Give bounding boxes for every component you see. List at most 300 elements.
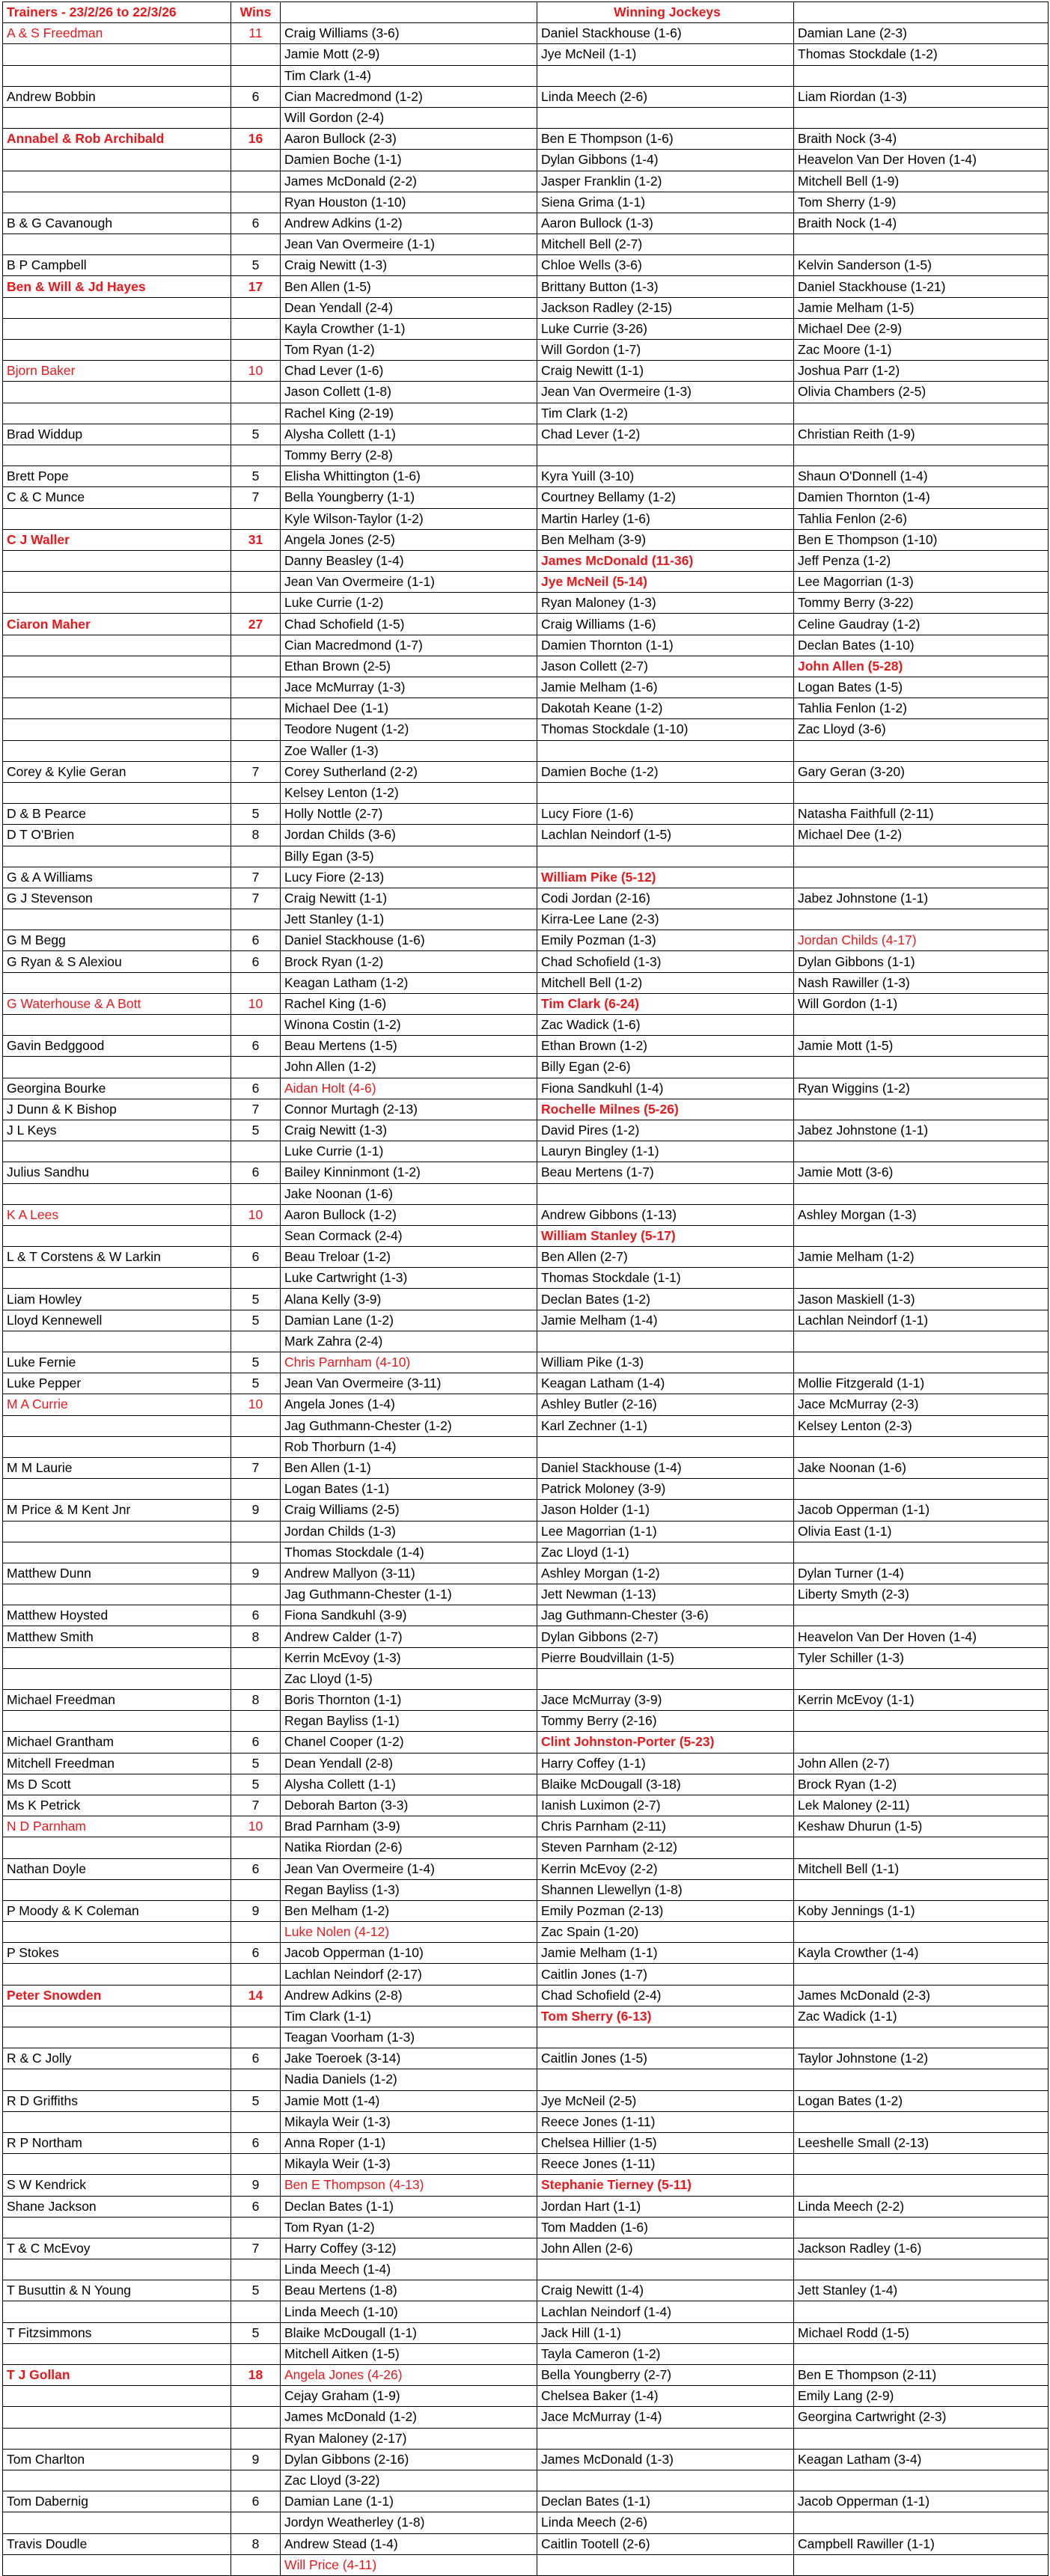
wins-cell: 7 xyxy=(231,888,281,909)
table-row xyxy=(3,1436,1049,1457)
trainer-cell: Georgina Bourke xyxy=(3,1078,231,1099)
trainer-cell: Matthew Dunn xyxy=(3,1563,231,1584)
jockey-cell: Tommy Berry (2-8) xyxy=(281,445,537,466)
jockey-cell: Mitchell Bell (1-1) xyxy=(794,1858,1049,1879)
jockeys-header-left xyxy=(281,2,537,23)
trainer-cell xyxy=(3,2217,231,2238)
table-row xyxy=(3,867,1049,888)
wins-cell: 7 xyxy=(231,487,281,508)
jockey-cell: Jag Guthmann-Chester (3-6) xyxy=(537,1605,794,1626)
jockey-cell: Tommy Berry (2-16) xyxy=(537,1711,794,1732)
jockey-cell: Chloe Wells (3-6) xyxy=(537,255,794,276)
table-row xyxy=(3,846,1049,867)
table-row xyxy=(3,466,1049,487)
jockey-cell: Regan Bayliss (1-1) xyxy=(281,1711,537,1732)
wins-cell xyxy=(231,698,281,719)
table-row xyxy=(3,2322,1049,2343)
jockey-cell: Linda Meech (1-10) xyxy=(281,2301,537,2322)
jockey-cell: Linda Meech (2-6) xyxy=(537,86,794,107)
jockey-cell: Celine Gaudray (1-2) xyxy=(794,614,1049,635)
trainer-cell xyxy=(3,1331,231,1352)
trainer-cell: G Waterhouse & A Bott xyxy=(3,993,231,1014)
jockey-cell: Emily Lang (2-9) xyxy=(794,2386,1049,2407)
jockey-cell: Dylan Gibbons (1-4) xyxy=(537,150,794,171)
jockey-cell: John Allen (1-2) xyxy=(281,1057,537,1078)
jockey-cell xyxy=(794,2154,1049,2175)
table-row xyxy=(3,1057,1049,1078)
jockey-cell: Luke Currie (1-2) xyxy=(281,593,537,614)
wins-cell xyxy=(231,719,281,740)
table-row xyxy=(3,487,1049,508)
trainer-cell xyxy=(3,150,231,171)
table-row xyxy=(3,572,1049,593)
jockey-cell: Will Gordon (2-4) xyxy=(281,107,537,128)
trainer-cell xyxy=(3,1057,231,1078)
jockey-cell: Chad Lever (1-2) xyxy=(537,424,794,445)
trainer-cell xyxy=(3,677,231,698)
table-row xyxy=(3,2343,1049,2364)
jockey-cell: Pierre Boudvillain (1-5) xyxy=(537,1647,794,1668)
jockey-cell xyxy=(794,1879,1049,1900)
table-row xyxy=(3,1479,1049,1500)
jockey-cell: Kayla Crowther (1-4) xyxy=(794,1943,1049,1964)
table-row xyxy=(3,1120,1049,1141)
table-row xyxy=(3,1837,1049,1858)
wins-cell xyxy=(231,572,281,593)
jockey-cell: Angela Jones (2-5) xyxy=(281,529,537,550)
jockey-cell xyxy=(794,2259,1049,2280)
table-row xyxy=(3,1394,1049,1415)
jockey-cell xyxy=(794,2512,1049,2533)
jockey-cell: Boris Thornton (1-1) xyxy=(281,1690,537,1711)
trainer-cell xyxy=(3,382,231,403)
jockey-cell: Thomas Stockdale (1-10) xyxy=(537,719,794,740)
table-row xyxy=(3,2512,1049,2533)
trainer-cell xyxy=(3,65,231,86)
table-row xyxy=(3,1900,1049,1921)
wins-cell xyxy=(231,2301,281,2322)
jockey-cell: Cejay Graham (1-9) xyxy=(281,2386,537,2407)
trainer-cell: J Dunn & K Bishop xyxy=(3,1099,231,1120)
wins-cell: 6 xyxy=(231,930,281,951)
trainer-cell: C & C Munce xyxy=(3,487,231,508)
jockey-cell: Blaike McDougall (3-18) xyxy=(537,1774,794,1795)
jockey-cell: Alysha Collett (1-1) xyxy=(281,1774,537,1795)
trainer-cell xyxy=(3,2386,231,2407)
jockey-cell: Jett Newman (1-13) xyxy=(537,1584,794,1605)
jockey-cell: Jace McMurray (2-3) xyxy=(794,1394,1049,1415)
table-row xyxy=(3,2554,1049,2575)
jockey-cell xyxy=(794,1141,1049,1162)
jockey-cell: Dylan Gibbons (2-16) xyxy=(281,2449,537,2470)
table-row xyxy=(3,804,1049,825)
table-row xyxy=(3,171,1049,192)
wins-cell: 8 xyxy=(231,2533,281,2554)
jockey-cell: Lek Maloney (2-11) xyxy=(794,1795,1049,1816)
table-row xyxy=(3,2280,1049,2301)
wins-cell xyxy=(231,1879,281,1900)
jockey-cell: Keagan Latham (1-4) xyxy=(537,1373,794,1394)
wins-cell xyxy=(231,846,281,867)
jockey-cell: Kelvin Sanderson (1-5) xyxy=(794,255,1049,276)
wins-cell: 31 xyxy=(231,529,281,550)
wins-cell xyxy=(231,2069,281,2090)
jockey-cell xyxy=(794,234,1049,255)
table-row xyxy=(3,1922,1049,1943)
trainer-cell xyxy=(3,1711,231,1732)
jockey-cell: Ianish Luximon (2-7) xyxy=(537,1795,794,1816)
jockey-cell xyxy=(794,2217,1049,2238)
wins-cell xyxy=(231,2512,281,2533)
trainer-cell xyxy=(3,1584,231,1605)
jockey-cell: Reece Jones (1-11) xyxy=(537,2154,794,2175)
trainer-cell: Ciaron Maher xyxy=(3,614,231,635)
jockey-cell: Jasper Franklin (1-2) xyxy=(537,171,794,192)
trainer-cell: Corey & Kylie Geran xyxy=(3,761,231,782)
trainer-cell xyxy=(3,2154,231,2175)
wins-cell xyxy=(231,1141,281,1162)
jockey-cell: Codi Jordan (2-16) xyxy=(537,888,794,909)
jockey-cell: Aaron Bullock (1-3) xyxy=(537,213,794,234)
trainer-cell xyxy=(3,1647,231,1668)
trainer-cell xyxy=(3,234,231,255)
wins-cell xyxy=(231,2259,281,2280)
wins-cell xyxy=(231,403,281,424)
jockey-cell: Jake Toeroek (3-14) xyxy=(281,2048,537,2069)
jockey-cell: Rob Thorburn (1-4) xyxy=(281,1436,537,1457)
trainer-cell xyxy=(3,192,231,213)
jockey-cell: Ben Allen (2-7) xyxy=(537,1247,794,1268)
jockey-cell: Ben E Thompson (2-11) xyxy=(794,2365,1049,2386)
trainer-cell xyxy=(3,972,231,993)
trainer-cell xyxy=(3,2512,231,2533)
jockey-cell: Heavelon Van Der Hoven (1-4) xyxy=(794,1626,1049,1647)
wins-cell: 6 xyxy=(231,1078,281,1099)
wins-cell: 18 xyxy=(231,2365,281,2386)
jockey-cell: Natika Riordan (2-6) xyxy=(281,1837,537,1858)
jockey-cell: Lauryn Bingley (1-1) xyxy=(537,1141,794,1162)
trainer-cell xyxy=(3,107,231,128)
trainer-cell xyxy=(3,2470,231,2491)
trainer-cell xyxy=(3,846,231,867)
jockey-cell: Damien Thornton (1-1) xyxy=(537,635,794,656)
trainer-cell: T & C McEvoy xyxy=(3,2238,231,2259)
jockey-cell: Mikayla Weir (1-3) xyxy=(281,2154,537,2175)
wins-cell: 5 xyxy=(231,1753,281,1774)
table-row xyxy=(3,1415,1049,1436)
wins-cell: 6 xyxy=(231,213,281,234)
table-row xyxy=(3,2407,1049,2428)
jockey-cell: Gary Geran (3-20) xyxy=(794,761,1049,782)
jockey-cell: Taylor Johnstone (1-2) xyxy=(794,2048,1049,2069)
jockey-cell xyxy=(794,1964,1049,1985)
jockey-cell: Thomas Stockdale (1-1) xyxy=(537,1268,794,1289)
wins-cell: 6 xyxy=(231,1943,281,1964)
jockey-cell: Craig Williams (1-6) xyxy=(537,614,794,635)
jockey-cell: Ryan Houston (1-10) xyxy=(281,192,537,213)
table-row xyxy=(3,445,1049,466)
wins-cell xyxy=(231,171,281,192)
trainers-header: Trainers - 23/2/26 to 22/3/26 xyxy=(3,2,231,23)
trainer-cell: Ms K Petrick xyxy=(3,1795,231,1816)
jockey-cell: Jean Van Overmeire (3-11) xyxy=(281,1373,537,1394)
table-row xyxy=(3,2069,1049,2090)
jockey-cell: Will Gordon (1-7) xyxy=(537,340,794,361)
trainer-cell xyxy=(3,656,231,677)
jockey-cell: Ben Allen (1-1) xyxy=(281,1457,537,1478)
table-row xyxy=(3,1268,1049,1289)
trainer-cell xyxy=(3,508,231,529)
table-row xyxy=(3,1584,1049,1605)
table-row xyxy=(3,1732,1049,1753)
wins-cell: 5 xyxy=(231,255,281,276)
jockey-cell: Ben E Thompson (1-6) xyxy=(537,129,794,150)
jockey-cell: Dylan Gibbons (1-1) xyxy=(794,951,1049,972)
table-row xyxy=(3,2386,1049,2407)
wins-cell xyxy=(231,2407,281,2428)
jockey-cell: Brock Ryan (1-2) xyxy=(794,1774,1049,1795)
wins-cell: 9 xyxy=(231,1500,281,1521)
jockey-cell: Alana Kelly (3-9) xyxy=(281,1289,537,1310)
table-row xyxy=(3,1858,1049,1879)
wins-cell xyxy=(231,2554,281,2575)
wins-cell xyxy=(231,677,281,698)
jockey-cell: Olivia Chambers (2-5) xyxy=(794,382,1049,403)
jockey-cell: Tom Ryan (1-2) xyxy=(281,340,537,361)
jockey-cell xyxy=(537,1331,794,1352)
wins-cell xyxy=(231,192,281,213)
table-row xyxy=(3,1879,1049,1900)
trainer-cell: T Fitzsimmons xyxy=(3,2322,231,2343)
winning-jockeys-header: Winning Jockeys xyxy=(537,2,794,23)
trainer-cell xyxy=(3,403,231,424)
jockey-cell xyxy=(537,1668,794,1689)
trainer-cell: L & T Corstens & W Larkin xyxy=(3,1247,231,1268)
jockey-cell: Jack Hill (1-1) xyxy=(537,2322,794,2343)
trainer-cell xyxy=(3,2301,231,2322)
table-row xyxy=(3,1141,1049,1162)
jockey-cell: Tim Clark (1-2) xyxy=(537,403,794,424)
jockey-cell: Stephanie Tierney (5-11) xyxy=(537,2175,794,2196)
jockey-cell: Jamie Mott (1-5) xyxy=(794,1036,1049,1057)
jockey-cell: Jett Stanley (1-1) xyxy=(281,909,537,930)
table-row xyxy=(3,1289,1049,1310)
table-row xyxy=(3,677,1049,698)
jockey-cell: Winona Costin (1-2) xyxy=(281,1015,537,1036)
jockey-cell xyxy=(794,1837,1049,1858)
table-row xyxy=(3,909,1049,930)
jockey-cell: Jordan Childs (3-6) xyxy=(281,825,537,846)
table-row xyxy=(3,1668,1049,1689)
jockey-cell: Blaike McDougall (1-1) xyxy=(281,2322,537,2343)
jockey-cell: Jacob Opperman (1-10) xyxy=(281,1943,537,1964)
jockey-cell: Lee Magorrian (1-1) xyxy=(537,1521,794,1542)
wins-cell: 5 xyxy=(231,1774,281,1795)
wins-cell: 5 xyxy=(231,1120,281,1141)
table-row xyxy=(3,951,1049,972)
jockey-cell: John Allen (5-28) xyxy=(794,656,1049,677)
wins-cell: 5 xyxy=(231,1373,281,1394)
wins-cell: 6 xyxy=(231,2491,281,2512)
wins-cell: 6 xyxy=(231,86,281,107)
jockey-cell: Craig Williams (2-5) xyxy=(281,1500,537,1521)
jockey-cell: Craig Newitt (1-1) xyxy=(281,888,537,909)
jockey-cell: Ryan Wiggins (1-2) xyxy=(794,1078,1049,1099)
wins-cell xyxy=(231,2428,281,2449)
trainer-cell xyxy=(3,2111,231,2132)
jockey-cell: Jamie Melham (1-2) xyxy=(794,1247,1049,1268)
jockey-cell: Dean Yendall (2-4) xyxy=(281,297,537,318)
jockey-cell: Chelsea Baker (1-4) xyxy=(537,2386,794,2407)
jockey-cell: Chris Parnham (2-11) xyxy=(537,1816,794,1837)
jockey-cell: Beau Mertens (1-5) xyxy=(281,1036,537,1057)
jockey-cell: Damian Lane (1-1) xyxy=(281,2491,537,2512)
wins-cell: 6 xyxy=(231,1247,281,1268)
wins-cell xyxy=(231,1922,281,1943)
jockey-cell: Joshua Parr (1-2) xyxy=(794,361,1049,382)
jockey-cell: Beau Mertens (1-7) xyxy=(537,1162,794,1183)
wins-cell: 6 xyxy=(231,951,281,972)
jockey-cell xyxy=(794,2428,1049,2449)
trainer-cell: Luke Fernie xyxy=(3,1352,231,1373)
table-row xyxy=(3,593,1049,614)
table-row xyxy=(3,2428,1049,2449)
table-row xyxy=(3,508,1049,529)
jockey-cell: Luke Nolen (4-12) xyxy=(281,1922,537,1943)
wins-cell: 5 xyxy=(231,2090,281,2111)
jockey-cell: Logan Bates (1-5) xyxy=(794,677,1049,698)
wins-cell: 6 xyxy=(231,2132,281,2153)
wins-cell xyxy=(231,1837,281,1858)
trainer-cell: Gavin Bedggood xyxy=(3,1036,231,1057)
table-row xyxy=(3,1711,1049,1732)
table-row xyxy=(3,825,1049,846)
jockey-cell: Logan Bates (1-1) xyxy=(281,1479,537,1500)
wins-cell: 6 xyxy=(231,1858,281,1879)
jockey-cell: Chad Schofield (1-3) xyxy=(537,951,794,972)
trainer-cell xyxy=(3,1837,231,1858)
table-row xyxy=(3,1500,1049,1521)
table-row xyxy=(3,635,1049,656)
jockey-cell: Koby Jennings (1-1) xyxy=(794,1900,1049,1921)
jockey-cell: Andrew Mallyon (3-11) xyxy=(281,1563,537,1584)
wins-cell: 6 xyxy=(231,2048,281,2069)
jockey-cell: Dean Yendall (2-8) xyxy=(281,1753,537,1774)
jockey-cell: Luke Cartwright (1-3) xyxy=(281,1268,537,1289)
trainer-cell: B & G Cavanough xyxy=(3,213,231,234)
jockey-cell: Mitchell Bell (1-2) xyxy=(537,972,794,993)
wins-cell: 7 xyxy=(231,1457,281,1478)
wins-cell xyxy=(231,1415,281,1436)
wins-cell xyxy=(231,656,281,677)
jockey-cell: Declan Bates (1-2) xyxy=(537,1289,794,1310)
jockey-cell xyxy=(794,445,1049,466)
jockey-cell: Danny Beasley (1-4) xyxy=(281,550,537,571)
wins-cell: 9 xyxy=(231,2175,281,2196)
trainer-cell xyxy=(3,2069,231,2090)
wins-cell: 27 xyxy=(231,614,281,635)
table-row xyxy=(3,1605,1049,1626)
table-row xyxy=(3,761,1049,782)
table-row xyxy=(3,1542,1049,1563)
wins-cell: 10 xyxy=(231,361,281,382)
jockey-cell: Luke Currie (3-26) xyxy=(537,318,794,339)
trainer-cell: Luke Pepper xyxy=(3,1373,231,1394)
wins-cell: 5 xyxy=(231,1289,281,1310)
jockey-cell xyxy=(794,909,1049,930)
wins-cell xyxy=(231,1668,281,1689)
jockey-cell xyxy=(794,2301,1049,2322)
wins-cell xyxy=(231,2111,281,2132)
jockey-cell: Corey Sutherland (2-2) xyxy=(281,761,537,782)
jockey-cell: Fiona Sandkuhl (1-4) xyxy=(537,1078,794,1099)
jockey-cell: Lachlan Neindorf (1-4) xyxy=(537,2301,794,2322)
table-row xyxy=(3,993,1049,1014)
table-row xyxy=(3,213,1049,234)
table-row xyxy=(3,129,1049,150)
trainer-cell xyxy=(3,635,231,656)
jockey-cell: Jason Holder (1-1) xyxy=(537,1500,794,1521)
trainer-cell: N D Parnham xyxy=(3,1816,231,1837)
table-row xyxy=(3,1457,1049,1478)
trainer-cell: Tom Dabernig xyxy=(3,2491,231,2512)
table-body xyxy=(3,23,1049,2576)
table-row xyxy=(3,23,1049,44)
jockey-cell: Declan Bates (1-1) xyxy=(281,2196,537,2217)
table-row xyxy=(3,1352,1049,1373)
wins-cell xyxy=(231,1268,281,1289)
jockey-cell: Keshaw Dhurun (1-5) xyxy=(794,1816,1049,1837)
jockey-cell: Caitlin Tootell (2-6) xyxy=(537,2533,794,2554)
trainer-cell: Julius Sandhu xyxy=(3,1162,231,1183)
jockey-cell: Connor Murtagh (2-13) xyxy=(281,1099,537,1120)
wins-cell: 7 xyxy=(231,867,281,888)
jockey-cell: Brad Parnham (3-9) xyxy=(281,1816,537,1837)
jockey-cell: Fiona Sandkuhl (3-9) xyxy=(281,1605,537,1626)
jockey-cell: Jamie Melham (1-5) xyxy=(794,297,1049,318)
table-row xyxy=(3,1225,1049,1246)
jockey-cell: Michael Dee (1-1) xyxy=(281,698,537,719)
jockey-cell xyxy=(794,782,1049,803)
wins-cell: 7 xyxy=(231,2238,281,2259)
wins-cell: 5 xyxy=(231,466,281,487)
jockey-cell: Jackson Radley (2-15) xyxy=(537,297,794,318)
table-row xyxy=(3,2111,1049,2132)
table-row xyxy=(3,2449,1049,2470)
wins-cell xyxy=(231,2154,281,2175)
jockey-cell: Jabez Johnstone (1-1) xyxy=(794,888,1049,909)
trainer-cell: Matthew Hoysted xyxy=(3,1605,231,1626)
jockey-cell: Damien Boche (1-2) xyxy=(537,761,794,782)
trainer-cell: Brad Widdup xyxy=(3,424,231,445)
trainer-cell xyxy=(3,782,231,803)
jockey-cell xyxy=(537,2428,794,2449)
jockey-cell: Kelsey Lenton (2-3) xyxy=(794,1415,1049,1436)
wins-header: Wins xyxy=(231,2,281,23)
jockey-cell xyxy=(537,2027,794,2048)
table-row xyxy=(3,340,1049,361)
trainer-cell xyxy=(3,2343,231,2364)
trainer-cell: J L Keys xyxy=(3,1120,231,1141)
jockey-cell: Emily Pozman (2-13) xyxy=(537,1900,794,1921)
jockey-cell xyxy=(794,1922,1049,1943)
table-row xyxy=(3,1183,1049,1204)
wins-cell xyxy=(231,635,281,656)
wins-cell xyxy=(231,972,281,993)
table-row xyxy=(3,1521,1049,1542)
table-row xyxy=(3,192,1049,213)
jockey-cell: Ashley Morgan (1-2) xyxy=(537,1563,794,1584)
